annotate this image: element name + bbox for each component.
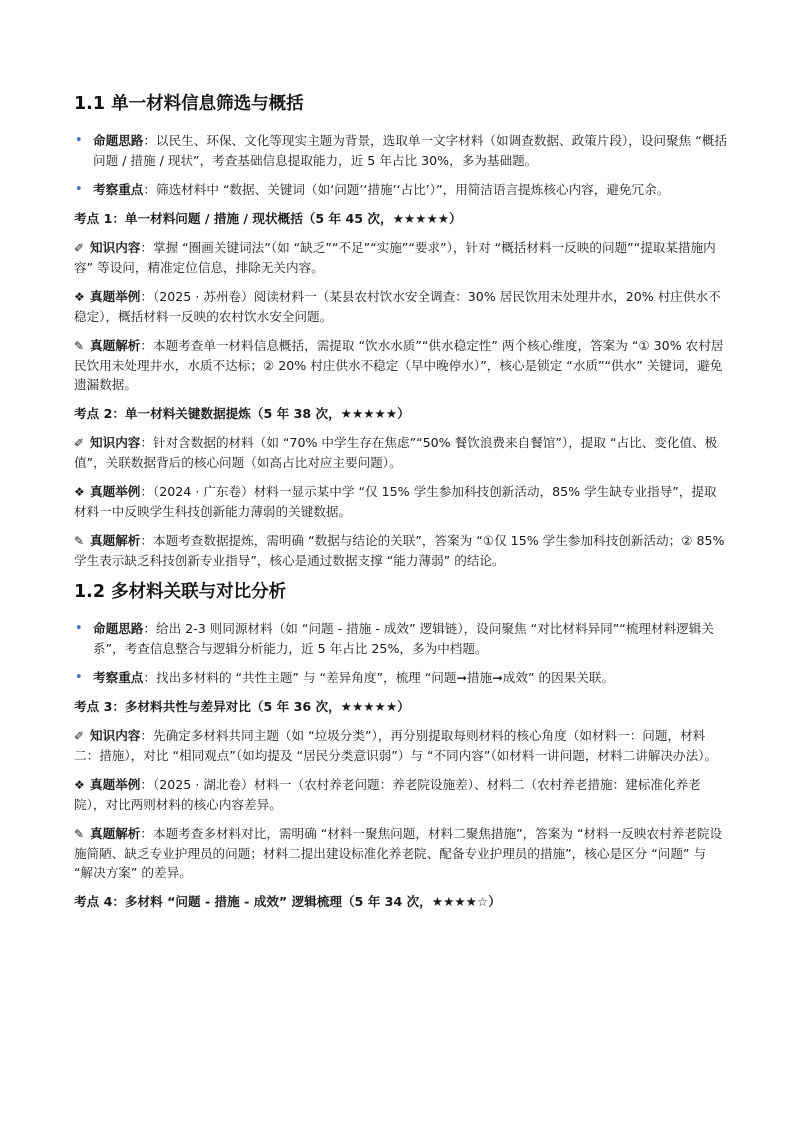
bullet-list — [74, 131, 728, 200]
diamond-icon: ❖ — [74, 290, 85, 304]
bullet-dot-icon: • — [75, 133, 83, 148]
diamond-icon: ❖ — [74, 485, 85, 499]
analysis-paragraph: ✎ 真题解析：本题考查单一材料信息概括，需提取 “饮水水质”“供水稳定性” 两个核心维度，答案为 “① 30% 农村居民饮用未处理井水，水质不达标；② 20% 村庄供水不稳定（早中晚停水）”，核心是锁定 “水质”“供水” 关键词，避免遗漏数据。 — [74, 338, 724, 392]
bullet-item: • 命题思路：以民生、环保、文化等现实主题为背景，选取单一文字材料（如调查数据、政策片段），设问聚焦 “概括问题 / 措施 / 现状”，考查基础信息提取能力，近 5 年占比 30%，多为基础题。 — [75, 133, 727, 168]
kaodian-heading: 考点 3：多材料共性与差异对比（5 年 36 次，★★★★★） — [74, 699, 410, 714]
pencil-icon: ✐ — [74, 729, 85, 743]
analysis-paragraph: ✎ 真题解析：本题考查数据提炼，需明确 “数据与结论的关联”，答案为 “①仅 15% 学生参加科技创新活动；② 85% 学生表示缺乏科技创新专业指导”，核心是通过数据支撑 “能力薄弱” 的结论。 — [74, 533, 725, 568]
bullet-dot-icon: • — [75, 621, 83, 636]
analysis-paragraph: ✎ 真题解析：本题考查多材料对比，需明确 “材料一聚焦问题，材料二聚焦措施”，答案为 “材料一反映农村养老院设施简陋、缺乏专业护理员的问题；材料二提出建设标准化养老院、配备专业护理员的措施”，核心是区分 “问题” 与 “解决方案” 的差异。 — [74, 826, 723, 880]
pen-icon: ✎ — [74, 339, 85, 353]
pencil-icon: ✐ — [74, 241, 85, 255]
bullet-list — [74, 619, 728, 688]
kaodian-heading: 考点 1：单一材料问题 / 措施 / 现状概括（5 年 45 次，★★★★★） — [74, 211, 462, 226]
diamond-icon: ❖ — [74, 778, 85, 792]
bullet-dot-icon: • — [75, 670, 83, 685]
section-title: 1.2 多材料关联与对比分析 — [74, 582, 287, 602]
example-paragraph: ❖ 真题举例：（2025 · 苏州卷）阅读材料一（某县农村饮水安全调查：30% 居民饮用未处理井水，20% 村庄供水不稳定），概括材料一反映的农村饮水安全问题。 — [74, 289, 721, 324]
knowledge-paragraph: ✐ 知识内容：针对含数据的材料（如 “70% 中学生存在焦虑”“50% 餐饮浪费来自餐馆”），提取 “占比、变化值、极值”，关联数据背后的核心问题（如高占比对应主要问题）。 — [74, 435, 718, 470]
pen-icon: ✎ — [74, 534, 85, 548]
bullet-dot-icon: • — [75, 182, 83, 197]
bullet-item: • 考察重点：找出多材料的 “共性主题” 与 “差异角度”，梳理 “问题➞措施➞成效” 的因果关联。 — [74, 668, 728, 688]
knowledge-paragraph: ✐ 知识内容：先确定多材料共同主题（如 “垃圾分类”），再分别提取每则材料的核心角度（如材料一：问题，材料二：措施），对比 “相同观点”（如均提及 “居民分类意识弱”）与 “不同内容”（如材料一讲问题，材料二讲解决办法）。 — [74, 728, 718, 763]
bullet-item: • 考察重点：筛选材料中 “数据、关键词（如‘问题’‘措施’‘占比’）”，用简洁语言提炼核心内容，避免冗余。 — [74, 180, 728, 200]
bullet-item: • 命题思路：给出 2-3 则同源材料（如 “问题 - 措施 - 成效” 逻辑链），设问聚焦 “对比材料异同”“梳理材料逻辑关系”，考查信息整合与逻辑分析能力，近 5 年占比 25%，多为中档题。 — [75, 621, 714, 656]
kaodian-heading: 考点 4：多材料 “问题 - 措施 - 成效” 逻辑梳理（5 年 34 次，★★★★☆） — [74, 894, 501, 909]
example-paragraph: ❖ 真题举例：（2024 · 广东卷）材料一显示某中学 “仅 15% 学生参加科技创新活动，85% 学生缺专业指导”，提取材料一中反映学生科技创新能力薄弱的关键数据。 — [74, 484, 717, 519]
pencil-icon: ✐ — [74, 436, 85, 450]
example-paragraph: ❖ 真题举例：（2025 · 湖北卷）材料一（农村养老问题：养老院设施差）、材料二（农村养老措施：建标准化养老院），对比两则材料的核心内容差异。 — [74, 777, 701, 812]
kaodian-heading: 考点 2：单一材料关键数据提炼（5 年 38 次，★★★★★） — [74, 406, 410, 421]
knowledge-paragraph: ✐ 知识内容：掌握 “圈画关键词法”（如 “缺乏”“不足”“实施”“要求”），针对 “概括材料一反映的问题”“提取某措施内容” 等设问，精准定位信息，排除无关内容。 — [74, 240, 716, 275]
pen-icon: ✎ — [74, 827, 85, 841]
section-title: 1.1 单一材料信息筛选与概括 — [74, 94, 304, 114]
